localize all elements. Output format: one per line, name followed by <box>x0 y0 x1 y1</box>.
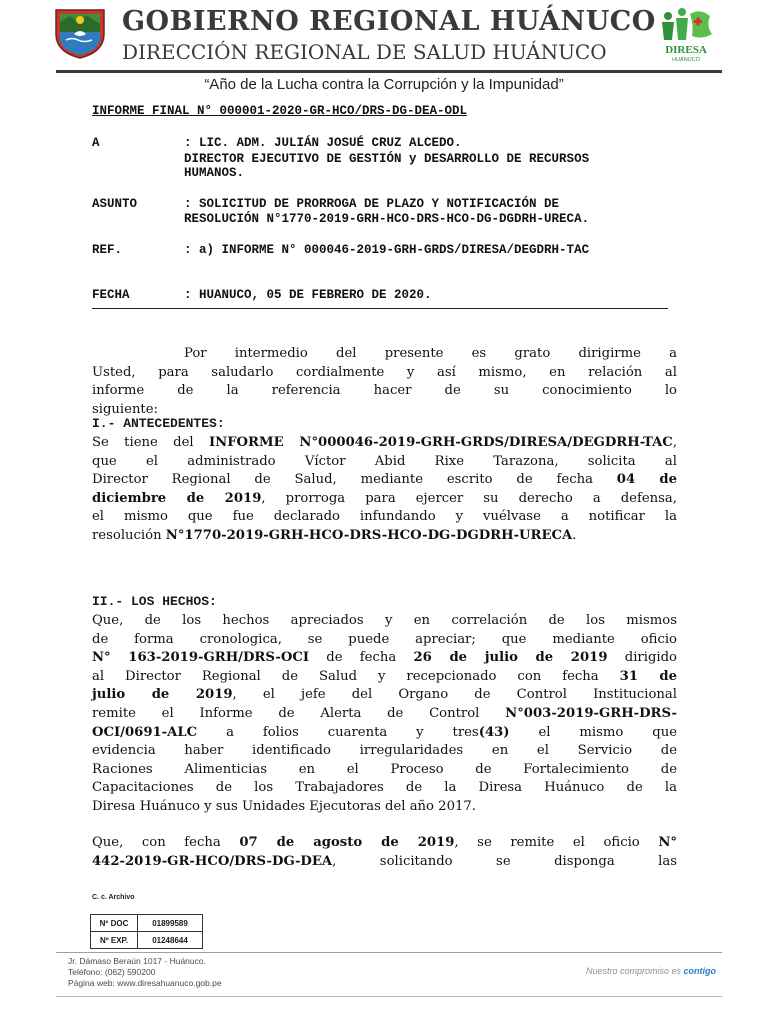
to-line-3: HUMANOS. <box>184 166 245 180</box>
date-label: FECHA <box>92 288 130 302</box>
antecedentes-paragraph: Se tiene del INFORME N°000046-2019-GRH-GRDS/DIRESA/DEGDRH-TAC, que el administrado Víctor Abid Rixe Tarazona, solicita al Director Regional de Salud, mediante escrito de fecha 04 de diciembre de 2019, prorroga para ejercer su derecho a defensa, el mismo que fue declarado infundando y vuélvase a notificar la resolución N°1770-2019-GRH-HCO-DRS-HCO-DG-DGDRH-URECA. <box>92 435 678 543</box>
document-number-table <box>90 914 203 949</box>
footer-phone: Teléfono: (062) 590200 <box>68 967 156 977</box>
intro-line: Usted, para saludarlo cordialmente y así mismo, en relación al <box>92 364 677 380</box>
subject-line-2: RESOLUCIÓN N°1770-2019-GRH-HCO-DRS-HCO-DG-DGDRH-URECA. <box>184 212 590 226</box>
year-motto: “Año de la Lucha contra la Corrupción y la Impunidad” <box>204 76 564 93</box>
subject-line-1: : SOLICITUD DE PRORROGA DE PLAZO Y NOTIFICACIÓN DE <box>184 197 560 211</box>
regional-shield-icon <box>52 4 108 60</box>
section-heading-hechos: II.- LOS HECHOS: <box>92 594 217 609</box>
diresa-logo-text: DIRESA <box>665 44 707 56</box>
to-line-2: DIRECTOR EJECUTIVO DE GESTIÓN y DESARROLLO DE RECURSOS <box>184 152 590 166</box>
to-line-1: : LIC. ADM. JULIÁN JOSUÉ CRUZ ALCEDO. <box>184 136 462 150</box>
diresa-logo-subtext: HUÁNUCO <box>672 57 700 63</box>
footer-divider <box>56 952 722 953</box>
diresa-logo-icon <box>656 6 716 66</box>
exp-label: Nº EXP. <box>91 932 138 949</box>
intro-line: siguiente: <box>92 401 158 417</box>
footer-bottom-divider <box>56 996 722 997</box>
subject-label: ASUNTO <box>92 197 138 211</box>
ref-value: : a) INFORME N° 000046-2019-GRH-GRDS/DIRESA/DEGDRH-TAC <box>184 243 590 257</box>
government-title: GOBIERNO REGIONAL HUÁNUCO <box>122 6 656 37</box>
doc-value: 01899589 <box>138 915 203 932</box>
directorate-title: DIRECCIÓN REGIONAL DE SALUD HUÁNUCO <box>122 40 607 64</box>
intro-line: Por intermedio del presente es grato dirigirme a <box>184 346 677 361</box>
footer-slogan: Nuestro compromiso es contigo <box>586 966 717 976</box>
intro-paragraph <box>92 345 677 419</box>
copy-archive-note: C. c. Archivo <box>92 894 135 901</box>
intro-line: informe de la referencia hacer de su conocimiento lo <box>92 383 677 399</box>
exp-value: 01248644 <box>138 932 203 949</box>
table-row <box>91 932 203 949</box>
footer-website[interactable]: Página web: www.diresahuanuco.gob.pe <box>68 978 222 988</box>
doc-label: Nº DOC <box>91 915 138 932</box>
hechos-paragraph: Que, de los hechos apreciados y en correlación de los mismos de forma cronologica, se puede apreciar; que mediante oficio N° 163-2019-GRH/DRS-OCI de fecha 26 de julio de 2019 dirigido al Director Regional de Salud y recepcionado con fecha 31 de julio de 2019, el jefe del Organo de Control Institucional remite el Informe de Alerta de Control N°003-2019-GRH-DRS- OCI/0691-ALC a folios cuarenta y tres(43) el mismo que evidencia haber identificado irregularidades en el Servicio de Raciones Alimenticias en el Proceso de Fortalecimiento de Capacitaciones de los Trabajadores de la Diresa Huánuco de la Diresa Huánuco y sus Unidades Ejecutoras del año 2017. <box>92 613 677 814</box>
footer-address: Jr. Dámaso Beraún 1017 - Huánuco. <box>68 956 206 966</box>
table-row <box>91 915 203 932</box>
ref-label: REF. <box>92 243 123 257</box>
date-value: : HUANUCO, 05 DE FEBRERO DE 2020. <box>184 288 432 302</box>
header-separator <box>92 308 668 309</box>
to-label: A <box>92 136 100 150</box>
hechos-paragraph-2: Que, con fecha 07 de agosto de 2019, se remite el oficio N° 442-2019-GR-HCO/DRS-DG-DEA, solicitando se disponga las <box>92 835 677 869</box>
section-heading-antecedentes: I.- ANTECEDENTES: <box>92 416 225 431</box>
report-title: INFORME FINAL N° 000001-2020-GR-HCO/DRS-DG-DEA-ODL <box>92 104 468 118</box>
header-divider <box>56 70 722 73</box>
